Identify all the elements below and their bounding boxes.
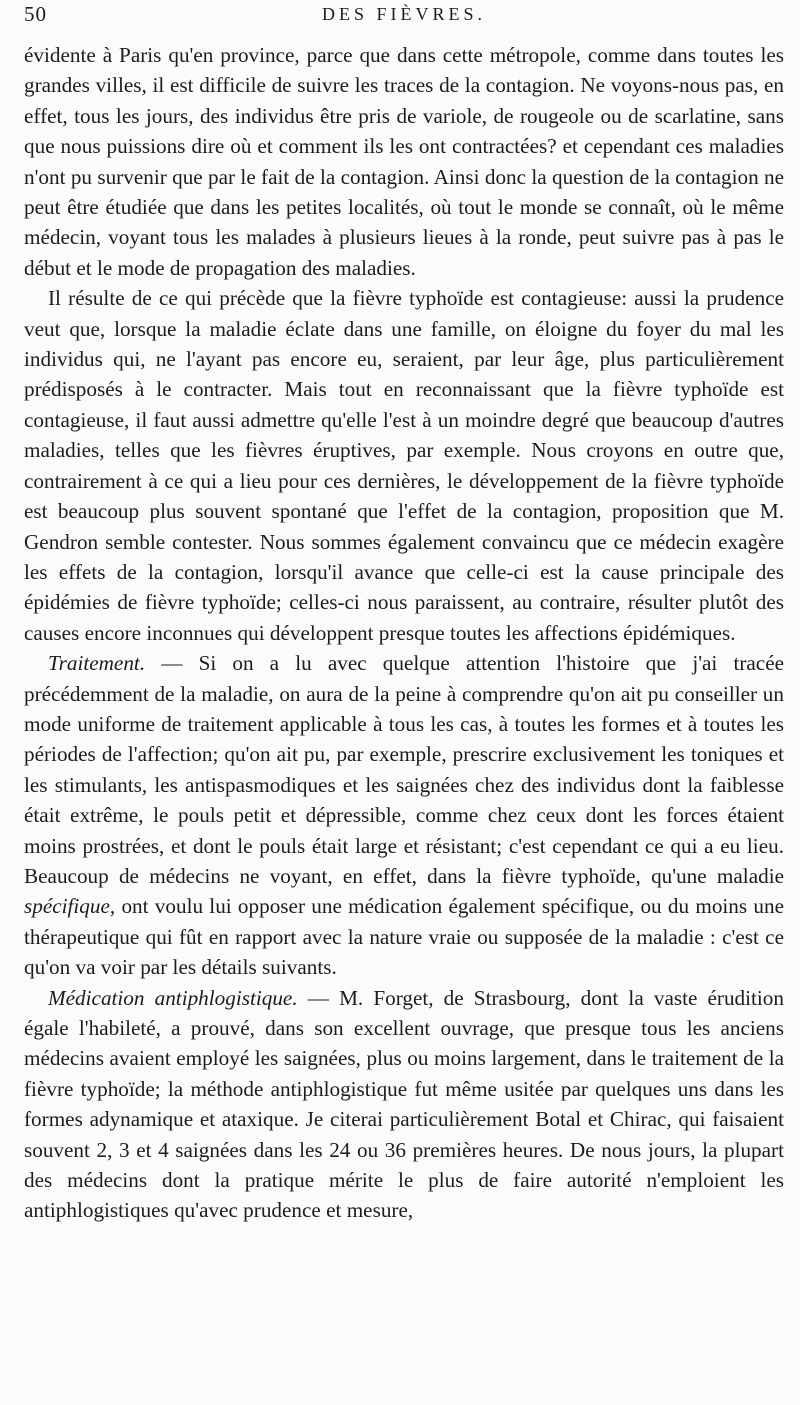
paragraph-contagion-cities [24, 40, 784, 283]
running-title: DES FIÈVRES. [321, 4, 486, 24]
paragraph-text: — M. Forget, de Strasbourg, dont la vaste érudition égale l'habileté, a prouvé, dans son excellent ouvrage, que presque tous les anciens médecins avaient employé les saignées, plus ou moins largement, dans le traitement de la fièvre typhoïde; la méthode antiphlogistique fut même usitée par quelques uns dans les formes adynamique et ataxique. Je citerai particulièrement Botal et Chirac, qui faisaient souvent 2, 3 et 4 saignées dans les 24 ou 36 premières heures. De nous jours, la plupart des médecins dont la pratique mérite le plus de faire autorité n'emploient les antiphlogistiques qu'avec prudence et mesure, [24, 985, 784, 1223]
paragraph-antiphlogistic [24, 983, 784, 1226]
italic-term: spécifique [24, 894, 110, 919]
page-header [24, 0, 784, 40]
paragraph-text: évidente à Paris qu'en province, parce que dans cette métropole, comme dans toutes les grandes villes, il est difficile de suivre les traces de la contagion. Ne voyons-nous pas, en effet, tous les jours, des individus être pris de variole, de rougeole ou de scarlatine, sans que nous puissions dire où et comment ils les ont contractées? et cependant ces maladies n'ont pu survenir que par le fait de la contagion. Ainsi donc la question de la contagion ne peut être étudiée que dans les petites localités, où tout le monde se connaît, où le même médecin, voyant tous les malades à plusieurs lieues à la ronde, peut suivre pas à pas le début et le mode de propagation des maladies. [24, 43, 784, 280]
section-heading-treatment: Traitement. [48, 651, 146, 676]
page-number: 50 [24, 2, 47, 26]
page-body [24, 40, 784, 1226]
paragraph-text: — Si on a lu avec quelque attention l'histoire que j'ai tracée précédemment de la maladie, on aura de la peine à comprendre qu'on ait pu conseiller un mode uniforme de traitement applicable à tous les cas, à toutes les formes et à toutes les périodes de l'affection; qu'on ait pu, par exemple, prescrire exclusivement les toniques et les stimulants, les antispasmodiques et les saignées chez des individus dont la faiblesse était extrême, le pouls petit et dépressible, comme chez ceux dont les forces étaient moins prostrées, et dont le pouls était large et résistant; c'est cependant ce qui a eu lieu. Beaucoup de médecins ne voyant, en effet, dans la fièvre typhoïde, qu'une maladie [24, 651, 784, 888]
section-heading-antiphlogistic: Médication antiphlogistique. [48, 985, 298, 1010]
paragraph-text-continued: , ont voulu lui opposer une médication également spécifique, ou du moins une thérapeutique qui fût en rapport avec la nature vraie ou supposée de la maladie : c'est ce qu'on va voir par les détails suivants. [24, 894, 784, 980]
paragraph-treatment [24, 648, 784, 982]
paragraph-contagion-conclusion [24, 283, 784, 648]
paragraph-text: Il résulte de ce qui précède que la fièvre typhoïde est contagieuse: aussi la prudence veut que, lorsque la maladie éclate dans une famille, on éloigne du foyer du mal les individus qui, ne l'ayant pas encore eu, seraient, par leur âge, plus particulièrement prédisposés à le contracter. Mais tout en reconnaissant que la fièvre typhoïde est contagieuse, il faut aussi admettre qu'elle l'est à un moindre degré que beaucoup d'autres maladies, telles que les fièvres éruptives, par exemple. Nous croyons en outre que, contrairement à ce qui a lieu pour ces dernières, le développement de la fièvre typhoïde est beaucoup plus souvent spontané que l'effet de la contagion, proposition que M. Gendron semble contester. Nous sommes également convaincu que ce médecin exagère les effets de la contagion, lorsqu'il avance que celle-ci est la cause principale des épidémies de fièvre typhoïde; celles-ci nous paraissent, au contraire, résulter plutôt des causes encore inconnues qui développent presque toutes les affections épidémiques. [24, 286, 784, 645]
book-page [24, 0, 784, 1405]
